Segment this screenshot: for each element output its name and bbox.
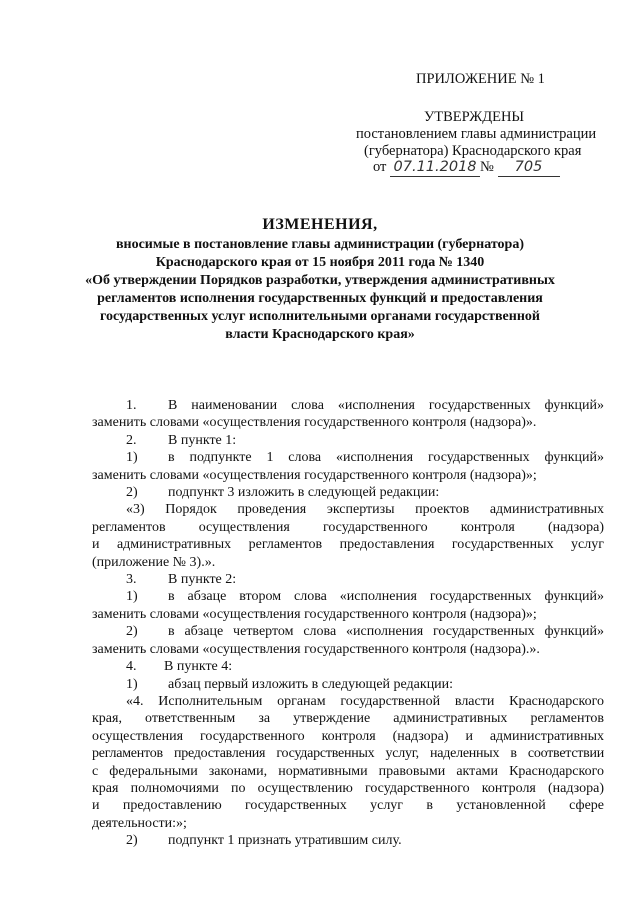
- document-body: [92, 397, 604, 850]
- subtitle-line: регламентов исполнения государственных функций и предоставления: [97, 291, 543, 306]
- quote-4-line: края, ответственным за утверждение административных регламентов: [92, 711, 604, 727]
- subtitle-line: государственных услуг исполнительными органами государственной: [100, 309, 540, 324]
- paragraph-3-2-line: заменить словами «осуществления государственного контроля (надзора).».: [92, 641, 540, 657]
- quote-4-line: осуществления государственного контроля (надзора) и административных: [92, 728, 604, 744]
- quote-4-line: и предоставлению государственных услуг в установленной сфере: [92, 798, 604, 814]
- approved-label: УТВЕРЖДЕНЫ: [424, 109, 525, 125]
- from-prefix: от: [373, 159, 387, 175]
- quote-4-line: с федеральными законами, нормативными правовыми актами Краснодарского: [92, 763, 604, 779]
- paragraph-2-1-line: 1) в подпункте 1 слова «исполнения государственных функций»: [126, 450, 604, 466]
- quote-4-line: «4. Исполнительным органам государственной власти Краснодарского: [126, 693, 604, 709]
- paragraph-1-line: заменить словами «осуществления государственного контроля (надзора)».: [92, 415, 537, 431]
- document-title: ИЗМЕНЕНИЯ,: [262, 216, 378, 233]
- subtitle-line: «Об утверждении Порядков разработки, утверждения административных: [85, 273, 555, 288]
- appendix-label: ПРИЛОЖЕНИЕ № 1: [416, 71, 545, 87]
- paragraph-1-line: 1. В наименовании слова «исполнения государственных функций»: [126, 398, 604, 413]
- document-date: 07.11.2018: [390, 158, 480, 177]
- quote-3-line: регламентов осуществления государственного контроля (надзора): [92, 519, 604, 535]
- number-prefix: №: [480, 159, 494, 175]
- paragraph-3-1-line: 1) в абзаце втором слова «исполнения государственных функций»: [126, 589, 604, 605]
- paragraph-2-1-line: заменить словами «осуществления государственного контроля (надзора)»;: [92, 467, 537, 483]
- approved-line-2: (губернатора) Краснодарского края: [364, 143, 582, 159]
- document-number: 705: [498, 158, 560, 177]
- document-subtitle: [60, 236, 580, 344]
- paragraph-4-2: 2) подпункт 1 признать утратившим силу.: [126, 833, 402, 849]
- quote-4-line: края полномочиями по осуществлению государственного контроля (надзора): [92, 780, 604, 796]
- paragraph-2-2: 2) подпункт 3 изложить в следующей редакции:: [126, 485, 440, 501]
- subtitle-line: вносимые в постановление главы администрации (губернатора): [115, 237, 525, 252]
- date-number-line: [373, 158, 560, 177]
- approved-line-1: постановлением главы администрации: [356, 126, 597, 142]
- paragraph-3: 3. В пункте 2:: [126, 572, 237, 588]
- paragraph-2: 2. В пункте 1:: [126, 432, 237, 448]
- quote-3-line: (приложение № 3).».: [92, 554, 216, 570]
- paragraph-4-1: 1) абзац первый изложить в следующей редакции:: [126, 676, 454, 692]
- paragraph-4: 4. В пункте 4:: [126, 659, 233, 675]
- paragraph-3-1-line: заменить словами «осуществления государственного контроля (надзора)»;: [92, 606, 537, 622]
- paragraph-3-2-line: 2) в абзаце четвертом слова «исполнения государственных функций»: [126, 624, 604, 640]
- subtitle-line: Краснодарского края от 15 ноября 2011 года № 1340: [155, 255, 485, 270]
- quote-4-line: деятельности:»;: [92, 815, 187, 831]
- quote-4-line: регламентов предоставления государственных услуг, наделенных в соответствии: [92, 746, 604, 762]
- quote-3-line: «3) Порядок проведения экспертизы проектов административных: [126, 502, 604, 518]
- subtitle-line: власти Краснодарского края»: [225, 327, 415, 342]
- quote-3-line: и административных регламентов предоставления государственных услуг: [92, 537, 604, 553]
